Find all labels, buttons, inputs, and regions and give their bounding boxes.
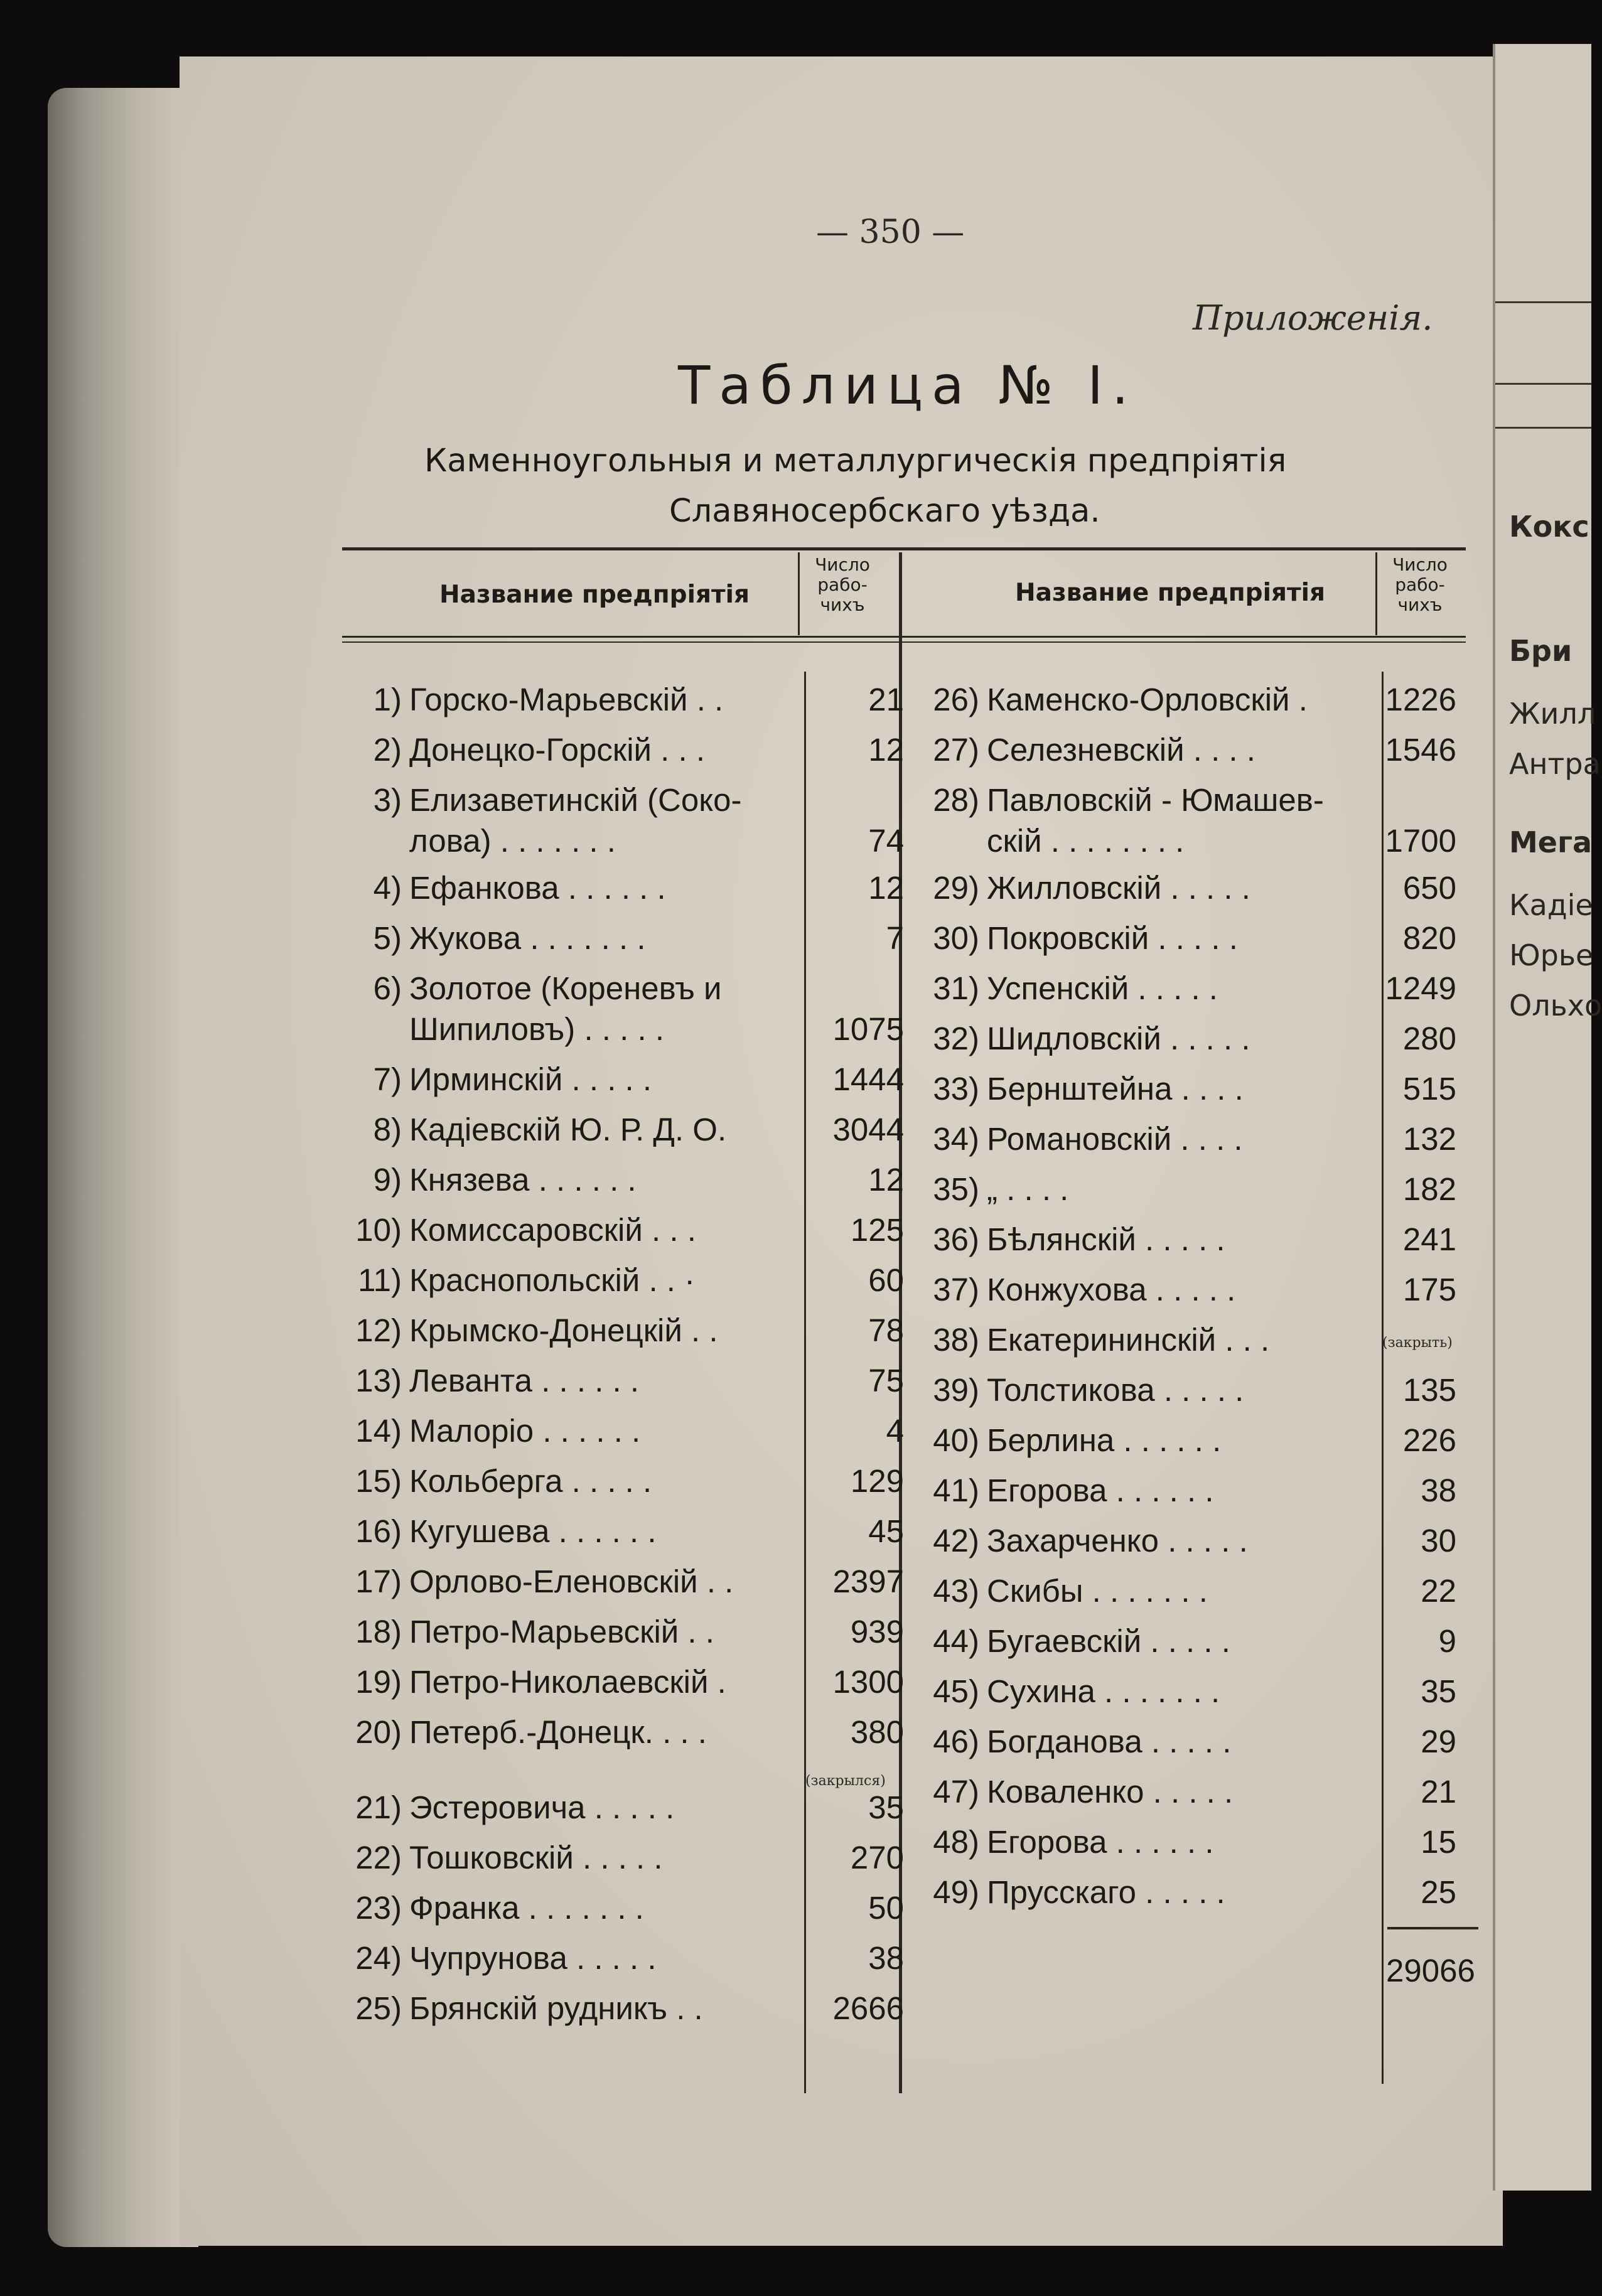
table-row xyxy=(904,1820,1481,1864)
row-number: 45) xyxy=(933,1673,979,1709)
row-number: 12) xyxy=(355,1312,402,1348)
enterprise-name: Кольберга . . . . . xyxy=(409,1463,652,1499)
enterprise-name: Франка . . . . . . . xyxy=(409,1890,644,1926)
table-row xyxy=(904,1419,1481,1462)
table-row xyxy=(904,967,1481,1011)
enterprise-name: Князева . . . . . . xyxy=(409,1162,637,1198)
adjacent-page-fragment: Мега xyxy=(1509,825,1593,859)
count-column-header xyxy=(798,555,886,615)
table-row xyxy=(904,1569,1481,1613)
row-number: 1) xyxy=(373,682,402,717)
enterprise-name: Прусскаго . . . . . xyxy=(987,1874,1225,1910)
worker-count: 60 xyxy=(868,1262,904,1298)
enterprise-name: Кадіевскій Ю. Р. Д. О. xyxy=(409,1112,727,1147)
worker-count: 9 xyxy=(1438,1623,1456,1659)
row-number: 5) xyxy=(373,920,402,956)
enterprise-name: Селезневскій . . . . xyxy=(987,732,1255,768)
worker-count: 21 xyxy=(868,682,904,717)
table-row xyxy=(904,1469,1481,1513)
row-number: 29) xyxy=(933,870,979,906)
name-column-header: Название предпріятія xyxy=(439,581,750,609)
worker-count: 74 xyxy=(868,823,904,859)
row-number: 39) xyxy=(933,1372,979,1408)
page-number: — 350 — xyxy=(816,213,965,251)
table-row xyxy=(326,1459,904,1503)
enterprise-name: Петро-Марьевскій . . xyxy=(409,1614,714,1650)
table-row xyxy=(326,1108,904,1152)
worker-count: 2666 xyxy=(832,1990,904,2026)
enterprise-name: Шипиловъ) . . . . . xyxy=(409,1011,664,1047)
worker-count: 12 xyxy=(868,732,904,768)
table-row xyxy=(904,866,1481,910)
row-number: 22) xyxy=(355,1840,402,1875)
worker-count: 15 xyxy=(1421,1824,1456,1860)
row-number: 10) xyxy=(355,1212,402,1248)
adjacent-page xyxy=(1493,44,1602,2191)
count-header-line: рабо- xyxy=(1395,574,1445,595)
row-number: 28) xyxy=(933,782,979,818)
table-row xyxy=(326,1610,904,1654)
table-header-rule-2 xyxy=(342,641,1466,643)
worker-count: 3044 xyxy=(832,1112,904,1147)
table-row xyxy=(326,967,904,1011)
table-row xyxy=(904,1770,1481,1814)
table-row xyxy=(326,1660,904,1704)
enterprise-name: Толстикова . . . . . xyxy=(987,1372,1244,1408)
enterprise-name: Коваленко . . . . . xyxy=(987,1774,1234,1810)
worker-count: 241 xyxy=(1402,1221,1456,1257)
adjacent-page-fragment: Ольхо xyxy=(1509,989,1602,1022)
total-rule xyxy=(1387,1927,1478,1929)
worker-count: 22 xyxy=(1421,1573,1456,1609)
row-number: 32) xyxy=(933,1021,979,1056)
closed-note: (закрылся) xyxy=(805,1773,886,1789)
enterprise-name: Павловскій - Юмашев- xyxy=(987,782,1324,818)
enterprise-name: лова) . . . . . . . xyxy=(409,823,616,859)
row-number: 44) xyxy=(933,1623,979,1659)
adjacent-page-fragment: Кокс xyxy=(1509,510,1589,544)
table-row xyxy=(326,778,904,822)
row-number: 27) xyxy=(933,732,979,768)
table-row xyxy=(904,1720,1481,1764)
enterprise-name: Орлово-Еленовскій . . xyxy=(409,1564,734,1599)
worker-count: 1075 xyxy=(832,1011,904,1047)
table-row xyxy=(904,1268,1481,1312)
table-row xyxy=(326,1007,904,1051)
enterprise-name: Тошковскій . . . . . xyxy=(409,1840,663,1875)
count-header-line: чихъ xyxy=(1397,594,1443,615)
row-number: 40) xyxy=(933,1422,979,1458)
row-number: 13) xyxy=(355,1363,402,1398)
worker-count: 38 xyxy=(868,1940,904,1976)
adjacent-page-fragment: Антра xyxy=(1509,747,1601,781)
count-header-line: рабо- xyxy=(817,574,868,595)
row-number: 31) xyxy=(933,970,979,1006)
table-row xyxy=(904,1017,1481,1061)
worker-count: 270 xyxy=(850,1840,904,1875)
worker-count: 1444 xyxy=(832,1061,904,1097)
enterprise-name: Бернштейна . . . . xyxy=(987,1071,1244,1107)
worker-count: 30 xyxy=(1421,1523,1456,1558)
worker-count: 25 xyxy=(1421,1874,1456,1910)
worker-count: 50 xyxy=(868,1890,904,1926)
row-number: 33) xyxy=(933,1071,979,1107)
row-number: 36) xyxy=(933,1221,979,1257)
enterprise-name: скій . . . . . . . . xyxy=(987,823,1185,859)
worker-count: 12 xyxy=(868,1162,904,1198)
enterprise-name: Брянскій рудникъ . . xyxy=(409,1990,703,2026)
count-header-line: чихъ xyxy=(820,594,865,615)
table-row xyxy=(326,1258,904,1302)
adjacent-page-fragment: Жилл xyxy=(1509,697,1596,731)
table-row xyxy=(904,1870,1481,1914)
row-number: 15) xyxy=(355,1463,402,1499)
worker-count: 35 xyxy=(868,1789,904,1825)
enterprise-name: Ирминскій . . . . . xyxy=(409,1061,652,1097)
worker-count: 4 xyxy=(886,1413,904,1449)
row-number: 7) xyxy=(373,1061,402,1097)
table-row xyxy=(904,678,1481,722)
row-number: 34) xyxy=(933,1121,979,1157)
enterprise-name: Егорова . . . . . . xyxy=(987,1824,1214,1860)
enterprise-name: Петро-Николаевскій . xyxy=(409,1664,726,1700)
row-number: 25) xyxy=(355,1990,402,2026)
enterprise-name: Леванта . . . . . . xyxy=(409,1363,640,1398)
row-number: 23) xyxy=(355,1890,402,1926)
row-number: 35) xyxy=(933,1171,979,1207)
enterprise-name: Покровскій . . . . . xyxy=(987,920,1238,956)
enterprise-name: Золотое (Кореневъ и xyxy=(409,970,722,1006)
enterprise-name: „ . . . . xyxy=(987,1171,1069,1207)
row-number: 30) xyxy=(933,920,979,956)
row-number: 43) xyxy=(933,1573,979,1609)
worker-count: 38 xyxy=(1421,1473,1456,1508)
enterprise-name: Успенскій . . . . . xyxy=(987,970,1218,1006)
table-row xyxy=(326,916,904,960)
table-row xyxy=(904,1218,1481,1262)
worker-count: 129 xyxy=(850,1463,904,1499)
row-number: 14) xyxy=(355,1413,402,1449)
enterprise-name: Бѣлянскій . . . . . xyxy=(987,1221,1225,1257)
enterprise-name: Бугаевскій . . . . . xyxy=(987,1623,1230,1659)
worker-count: 135 xyxy=(1402,1372,1456,1408)
table-row xyxy=(904,1519,1481,1563)
table-row xyxy=(326,866,904,910)
enterprise-name: Захарченко . . . . . xyxy=(987,1523,1248,1558)
table-subtitle-line2: Славяносербскаго уѣзда. xyxy=(669,493,1100,530)
worker-count: 1700 xyxy=(1385,823,1456,859)
enterprise-name: Романовскій . . . . xyxy=(987,1121,1243,1157)
enterprise-name: Горско-Марьевскій . . xyxy=(409,682,724,717)
table-row xyxy=(326,1359,904,1403)
row-number: 42) xyxy=(933,1523,979,1558)
enterprise-name: Малоріо . . . . . . xyxy=(409,1413,641,1449)
row-number: 21) xyxy=(355,1789,402,1825)
adjacent-page-fragment: Кадіе xyxy=(1509,888,1593,922)
row-number: 9) xyxy=(373,1162,402,1198)
table-top-rule xyxy=(342,547,1466,550)
enterprise-name: Шидловскій . . . . . xyxy=(987,1021,1250,1056)
worker-count: 29 xyxy=(1421,1724,1456,1759)
table-row xyxy=(326,819,904,863)
table-row xyxy=(326,1309,904,1353)
table-header-rule xyxy=(342,636,1466,638)
count-header-line: Число xyxy=(1392,554,1448,575)
enterprise-name: Крымско-Донецкій . . xyxy=(409,1312,718,1348)
table-row xyxy=(904,1067,1481,1111)
worker-count: 12 xyxy=(868,870,904,906)
table-row xyxy=(904,778,1481,822)
row-number: 38) xyxy=(933,1322,979,1358)
enterprise-name: Богданова . . . . . xyxy=(987,1724,1232,1759)
enterprise-name: Сухина . . . . . . . xyxy=(987,1673,1220,1709)
enterprise-name: Комиссаровскій . . . xyxy=(409,1212,696,1248)
table-row xyxy=(326,1836,904,1880)
row-number: 6) xyxy=(373,970,402,1006)
count-column-header xyxy=(1376,555,1464,615)
worker-count: 226 xyxy=(1402,1422,1456,1458)
table-row xyxy=(904,1368,1481,1412)
worker-count: 820 xyxy=(1402,920,1456,956)
enterprise-name: Елизаветинскій (Соко- xyxy=(409,782,742,818)
table-row xyxy=(904,728,1481,772)
worker-count: 515 xyxy=(1402,1071,1456,1107)
enterprise-name: Чупрунова . . . . . xyxy=(409,1940,657,1976)
worker-count: 2397 xyxy=(832,1564,904,1599)
row-number: 49) xyxy=(933,1874,979,1910)
enterprise-name: Ефанкова . . . . . . xyxy=(409,870,666,906)
worker-count: 45 xyxy=(868,1513,904,1549)
table-row xyxy=(326,1710,904,1754)
worker-count: 1226 xyxy=(1385,682,1456,717)
row-number: 41) xyxy=(933,1473,979,1508)
worker-count: 939 xyxy=(850,1614,904,1650)
row-number: 17) xyxy=(355,1564,402,1599)
worker-count: 1300 xyxy=(832,1664,904,1700)
table-row xyxy=(326,1409,904,1453)
table-row xyxy=(326,1510,904,1553)
count-header-line: Число xyxy=(815,554,870,575)
worker-count: 182 xyxy=(1402,1171,1456,1207)
book-page-edge xyxy=(48,88,198,2247)
table-row xyxy=(904,1670,1481,1714)
enterprise-name: Эстеровича . . . . . xyxy=(409,1789,675,1825)
enterprise-name: Берлина . . . . . . xyxy=(987,1422,1222,1458)
table-row xyxy=(326,1786,904,1830)
enterprise-name: Егорова . . . . . . xyxy=(987,1473,1214,1508)
row-number: 37) xyxy=(933,1272,979,1307)
enterprise-name: Жилловскій . . . . . xyxy=(987,870,1250,906)
row-number: 47) xyxy=(933,1774,979,1810)
worker-count: 280 xyxy=(1402,1021,1456,1056)
table-row xyxy=(904,916,1481,960)
table-row xyxy=(326,1886,904,1930)
row-number: 3) xyxy=(373,782,402,818)
enterprise-name: Каменско-Орловскій . xyxy=(987,682,1308,717)
table-title: Таблица № I. xyxy=(678,355,1137,416)
worker-count: 1546 xyxy=(1385,732,1456,768)
row-number: 16) xyxy=(355,1513,402,1549)
worker-count: 7 xyxy=(886,920,904,956)
enterprise-name: Донецко-Горскій . . . xyxy=(409,732,706,768)
row-number: 46) xyxy=(933,1724,979,1759)
total-workers: 29066 xyxy=(1386,1953,1475,1988)
table-row xyxy=(326,1987,904,2030)
name-column-header: Название предпріятія xyxy=(1015,579,1326,607)
section-heading: Приложенія. xyxy=(1193,298,1433,338)
worker-count: 1249 xyxy=(1385,970,1456,1006)
enterprise-name: Краснопольскій . . · xyxy=(409,1262,696,1298)
worker-count: 650 xyxy=(1402,870,1456,906)
enterprise-name: Кугушева . . . . . . xyxy=(409,1513,657,1549)
row-number: 8) xyxy=(373,1112,402,1147)
table-row xyxy=(326,1158,904,1202)
row-number: 2) xyxy=(373,732,402,768)
row-number: 4) xyxy=(373,870,402,906)
enterprise-name: Жукова . . . . . . . xyxy=(409,920,646,956)
table-row xyxy=(904,819,1481,863)
worker-count: 21 xyxy=(1421,1774,1456,1810)
worker-count: 380 xyxy=(850,1714,904,1750)
worker-count: 125 xyxy=(850,1212,904,1248)
worker-count: 175 xyxy=(1402,1272,1456,1307)
row-number: 18) xyxy=(355,1614,402,1650)
table-row xyxy=(326,1936,904,1980)
table-row xyxy=(904,1117,1481,1161)
table-subtitle-line1: Каменноугольныя и металлургическія предпріятія xyxy=(424,443,1287,480)
row-number: 48) xyxy=(933,1824,979,1860)
adjacent-page-fragment: Бри xyxy=(1509,634,1572,668)
worker-count: 132 xyxy=(1402,1121,1456,1157)
table-row xyxy=(326,678,904,722)
row-number: 26) xyxy=(933,682,979,717)
worker-count: 75 xyxy=(868,1363,904,1398)
row-number: 11) xyxy=(358,1262,402,1298)
table-row xyxy=(904,1167,1481,1211)
enterprise-name: Скибы . . . . . . . xyxy=(987,1573,1208,1609)
enterprise-name: Конжухова . . . . . xyxy=(987,1272,1236,1307)
table-row xyxy=(326,1208,904,1252)
enterprise-name: Екатерининскій . . . xyxy=(987,1322,1270,1358)
adjacent-page-fragment: Юрье xyxy=(1509,938,1594,972)
table-row xyxy=(326,728,904,772)
row-number: 19) xyxy=(355,1664,402,1700)
row-number: 20) xyxy=(355,1714,402,1750)
worker-count: 35 xyxy=(1421,1673,1456,1709)
table-row xyxy=(904,1619,1481,1663)
closed-note: (закрыть) xyxy=(1382,1335,1453,1351)
row-number: 24) xyxy=(355,1940,402,1976)
table-row xyxy=(326,1058,904,1102)
worker-count: 78 xyxy=(868,1312,904,1348)
enterprise-name: Петерб.-Донецк. . . . xyxy=(409,1714,707,1750)
table-row xyxy=(326,1560,904,1604)
